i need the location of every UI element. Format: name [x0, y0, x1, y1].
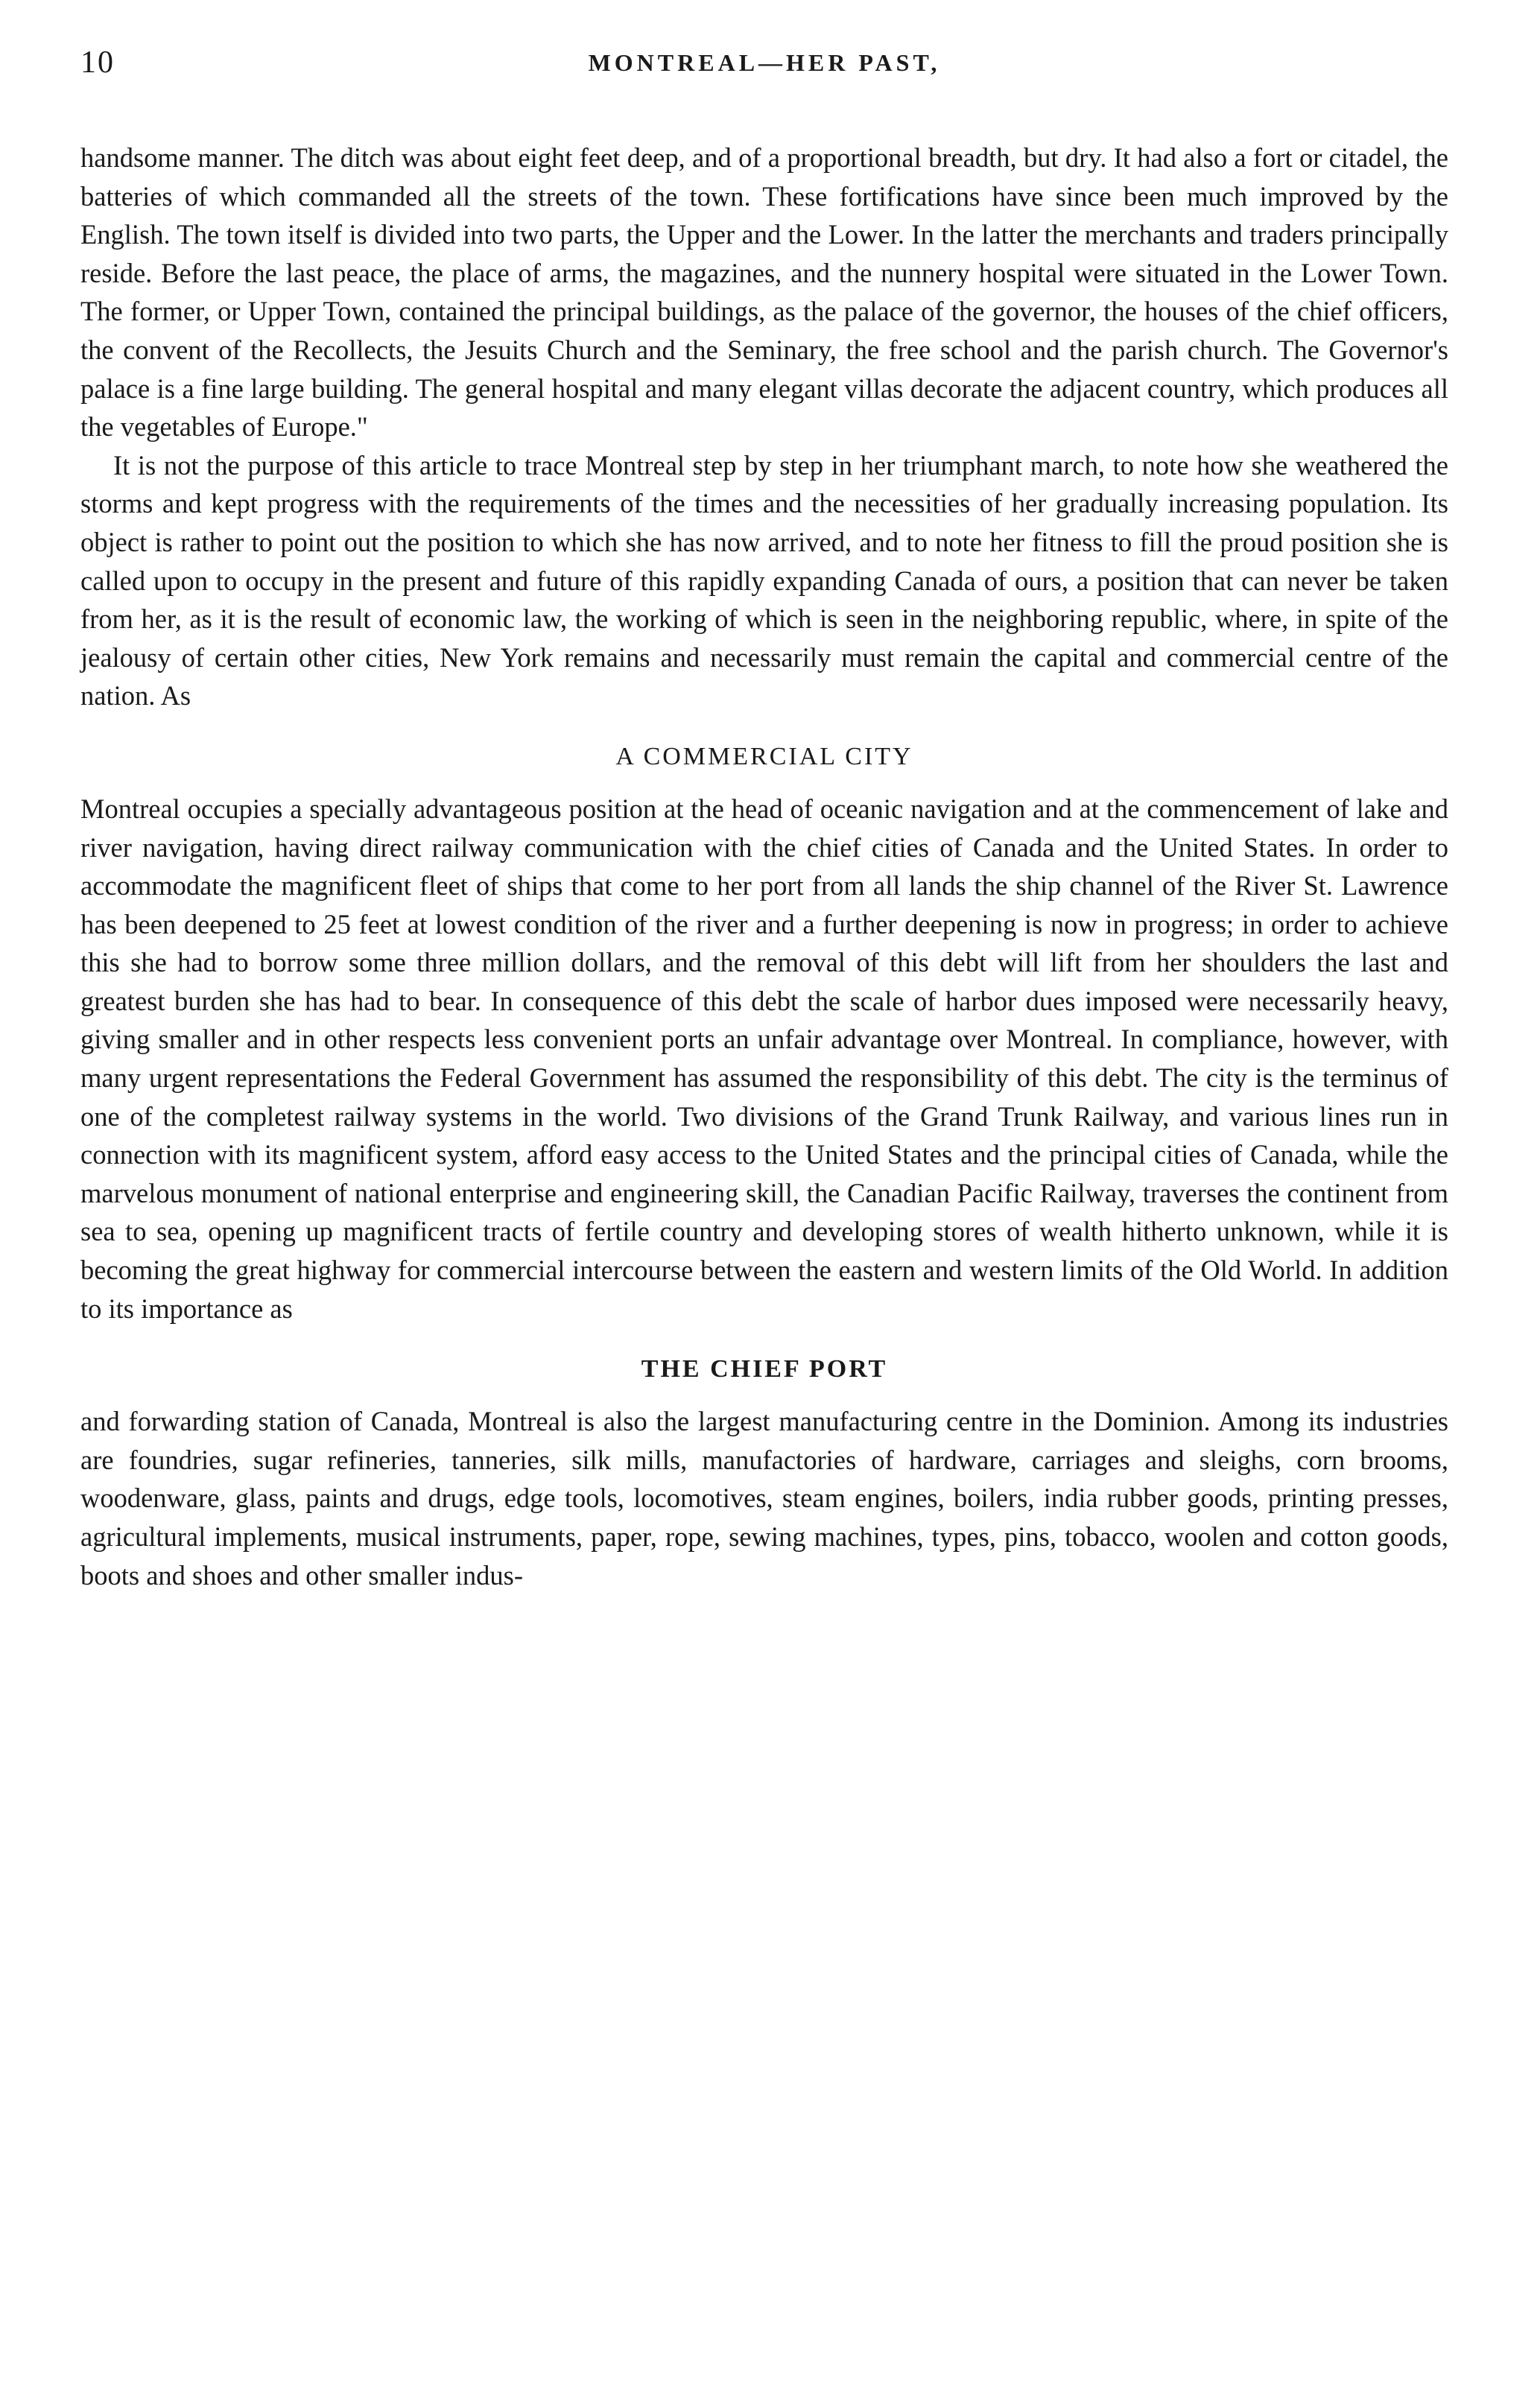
section-heading-chief-port: THE CHIEF PORT — [641, 1355, 888, 1383]
body-text — [80, 139, 1448, 1594]
page-header — [80, 45, 1448, 97]
page-number: 10 — [80, 45, 115, 80]
paragraph-3: Montreal occupies a specially advantageous position at the head of oceanic navigation and at the commencement of lake and river navigation, having direct railway communication with the chief cities of Canada and the United States. In order to accommodate the magnificent fleet of ships that come to her port from all lands the ship channel of the River St. Lawrence has been deepened to 25 feet at lowest condition of the river and a further deepening is now in progress; in order to achieve this she had to borrow some three million dollars, and the removal of this debt will lift from her shoulders the last and greatest burden she has had to bear. In consequence of this debt the scale of harbor dues imposed were necessarily heavy, giving smaller and in other respects less convenient ports an unfair advantage over Montreal. In compliance, however, with many urgent representations the Federal Government has assumed the responsibility of this debt. The city is the terminus of one of the completest railway systems in the world. Two divisions of the Grand Trunk Railway, and various lines run in connection with its magnificent system, afford easy access to the United States and the principal cities of Canada, while the marvelous monument of national enterprise and engineering skill, the Canadian Pacific Railway, traverses the continent from sea to sea, opening up magnificent tracts of fertile country and developing stores of wealth hitherto unknown, while it is becoming the great highway for commercial intercourse between the eastern and western limits of the Old World. In addition to its importance as — [80, 793, 1448, 1324]
running-head: MONTREAL—HER PAST, — [588, 49, 941, 76]
section-heading-commercial-city: A COMMERCIAL CITY — [615, 742, 913, 770]
paragraph-4: and forwarding station of Canada, Montreal is also the largest manufacturing centre in the Dominion. Among its industries are foundries, sugar refineries, tanneries, silk mills, manufactories of hardware, carriages and sleighs, corn brooms, woodenware, glass, paints and drugs, edge tools, locomotives, steam engines, boilers, india rubber goods, printing presses, agricultural implements, musical instruments, paper, rope, sewing machines, types, pins, tobacco, woolen and cotton goods, boots and shoes and other smaller indus- — [80, 1406, 1448, 1591]
page — [80, 45, 1448, 1594]
paragraph-2: It is not the purpose of this article to trace Montreal step by step in her triumphant march, to note how she weathered the storms and kept progress with the requirements of the times and the necessities of her gradually increasing population. Its object is rather to point out the position to which she has now arrived, and to note her fitness to fill the proud position she is called upon to occupy in the present and future of this rapidly expanding Canada of ours, a position that can never be taken from her, as it is the result of economic law, the working of which is seen in the neighboring republic, where, in spite of the jealousy of certain other cities, New York remains and necessarily must remain the capital and commercial centre of the nation. As — [80, 449, 1448, 711]
paragraph-1: handsome manner. The ditch was about eight feet deep, and of a proportional breadth, but dry. It had also a fort or citadel, the batteries of which commanded all the streets of the town. These fortifications have since been much improved by the English. The town itself is divided into two parts, the Upper and the Lower. In the latter the merchants and traders principally reside. Before the last peace, the place of arms, the magazines, and the nunnery hospital were situated in the Lower Town. The former, or Upper Town, contained the principal buildings, as the palace of the governor, the houses of the chief officers, the convent of the Recollects, the Jesuits Church and the Seminary, the free school and the parish church. The Governor's palace is a fine large building. The general hospital and many elegant villas decorate the adjacent country, which produces all the vegetables of Europe." — [80, 142, 1448, 443]
